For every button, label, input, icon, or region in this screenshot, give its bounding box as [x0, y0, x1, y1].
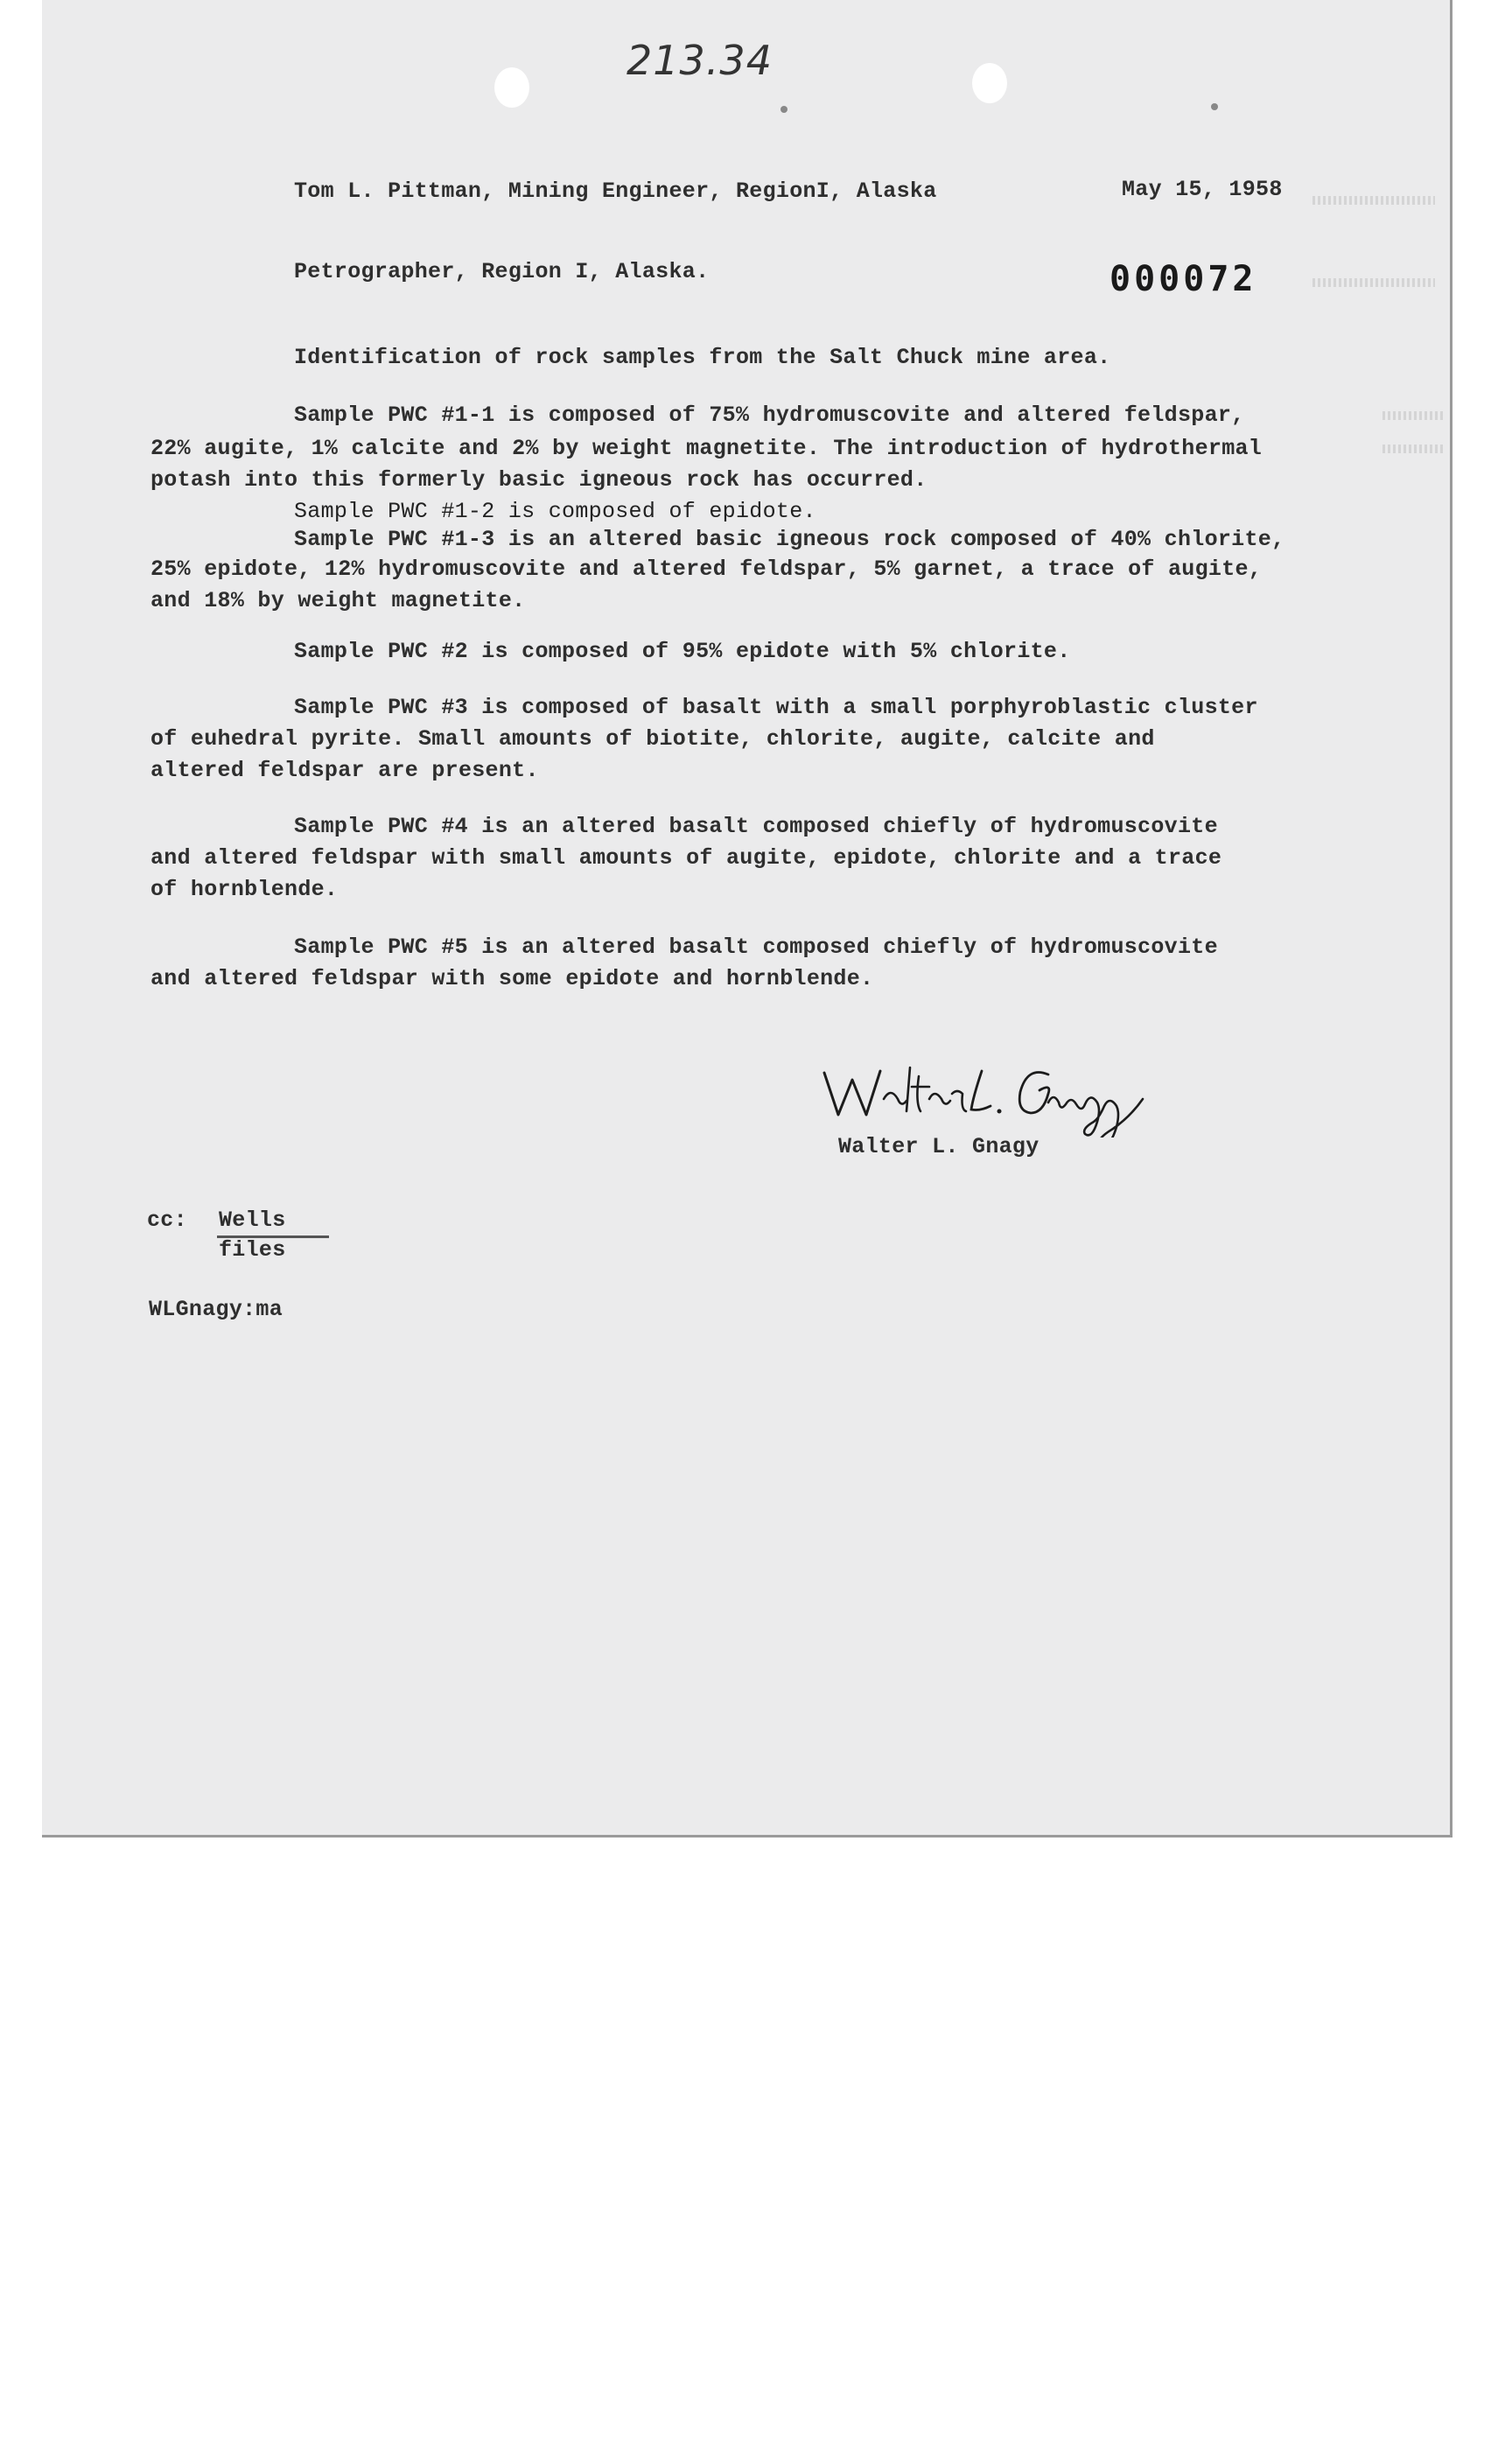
paragraph-line: Sample PWC #2 is composed of 95% epidote with 5% chlorite.: [294, 639, 1071, 664]
paragraph-line: and altered feldspar with small amounts of augite, epidote, chlorite and a trace: [150, 845, 1222, 871]
cc-recipient: files: [219, 1237, 286, 1263]
signature-text: Walter L. Gnagy: [819, 1135, 834, 1137]
paragraph-line: and altered feldspar with some epidote and hornblende.: [150, 966, 874, 991]
document-code: 000072: [1110, 259, 1257, 299]
memo-subject: Identification of rock samples from the Salt Chuck mine area.: [294, 345, 1111, 370]
paragraph-line: potash into this formerly basic igneous rock has occurred.: [150, 467, 928, 493]
scan-smudge: [1312, 278, 1435, 287]
scan-smudge: [1382, 411, 1444, 420]
memo-from: Petrographer, Region I, Alaska.: [294, 259, 710, 284]
punch-hole: [494, 67, 529, 108]
cc-recipient: Wells: [219, 1208, 286, 1233]
signer-name: Walter L. Gnagy: [838, 1134, 1040, 1159]
paragraph-line: Sample PWC #4 is an altered basalt composed chiefly of hydromuscovite: [294, 814, 1218, 839]
punch-hole: [972, 63, 1007, 103]
speck: [1211, 103, 1218, 110]
memo-to: Tom L. Pittman, Mining Engineer, RegionI, Alaska: [294, 178, 937, 204]
handwritten-signature: [819, 1041, 1204, 1138]
paragraph-line: of euhedral pyrite. Small amounts of biotite, chlorite, augite, calcite and: [150, 726, 1155, 752]
paragraph-line: altered feldspar are present.: [150, 758, 539, 783]
paragraph-line: 25% epidote, 12% hydromuscovite and altered feldspar, 5% garnet, a trace of augite,: [150, 556, 1263, 582]
memo-date: May 15, 1958: [1122, 177, 1283, 202]
paragraph-line: of hornblende.: [150, 877, 339, 902]
paragraph-line: Sample PWC #1-1 is composed of 75% hydromuscovite and altered feldspar,: [294, 402, 1245, 428]
paragraph-line: Sample PWC #3 is composed of basalt with a small porphyroblastic cluster: [294, 695, 1258, 720]
handwritten-file-number: 213.34: [626, 37, 773, 84]
paragraph-line: and 18% by weight magnetite.: [150, 588, 526, 613]
scan-smudge: [1312, 196, 1435, 205]
scan-smudge: [1382, 444, 1444, 453]
paragraph-line: 22% augite, 1% calcite and 2% by weight magnetite. The introduction of hydrothermal: [150, 436, 1263, 461]
paragraph-line: Sample PWC #5 is an altered basalt composed chiefly of hydromuscovite: [294, 934, 1218, 960]
typist-initials: WLGnagy:ma: [149, 1297, 284, 1322]
paragraph-line: Sample PWC #1-2 is composed of epidote.: [294, 499, 816, 524]
cc-label: cc:: [147, 1208, 187, 1233]
paragraph-line: Sample PWC #1-3 is an altered basic igneous rock composed of 40% chlorite,: [294, 527, 1285, 552]
speck: [780, 106, 788, 113]
